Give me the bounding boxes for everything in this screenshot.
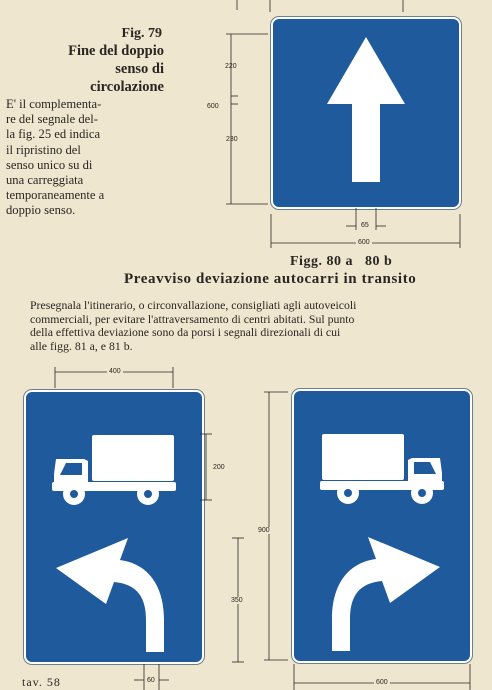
fig79-desc-line: una carreggiata	[6, 173, 84, 188]
fig80-desc-line: commerciali, per evitare l'attraversamento di centri abitati. Sul punto	[30, 311, 355, 326]
dim-label: 220	[225, 63, 237, 70]
fig79-desc-line: temporaneamente a	[6, 188, 105, 203]
fig79-desc-line: E' il complementa-	[6, 97, 102, 111]
plate-number: tav. 58	[22, 675, 61, 689]
dim-label: 200	[213, 464, 225, 471]
fig79-desc-line: la fig. 25 ed indica	[6, 127, 101, 142]
fig79-number: Fig. 79	[121, 26, 162, 41]
dim-label: 600	[358, 239, 370, 246]
dim-label: 600	[207, 103, 219, 110]
fig79-title-line: circolazione	[90, 79, 164, 95]
fig79-title-line: Fine del doppio	[68, 43, 164, 59]
dim-label: 400	[109, 368, 121, 375]
dim-label: 230	[226, 136, 238, 143]
dim-label: 60	[147, 677, 155, 684]
fig79-title-line: senso di	[115, 61, 164, 77]
fig80-caption: Figg. 80 a 80 b	[290, 254, 393, 269]
fig79-desc-line: doppio senso.	[6, 203, 76, 218]
fig79-desc-line: re del segnale del-	[6, 112, 98, 127]
fig79-desc-line: senso unico su di	[6, 157, 93, 172]
fig80-desc-line: alle figg. 81 a, e 81 b.	[30, 339, 133, 354]
dim-label: 900	[258, 527, 270, 534]
fig80-title: Preavviso deviazione autocarri in transito	[124, 271, 417, 287]
fig80-desc-line: Presegnala l'itinerario, o circonvallazione, consigliati agli autoveicoli	[30, 298, 357, 312]
dim-label: 65	[361, 222, 369, 229]
fig79-desc-line: il ripristino del	[6, 142, 81, 157]
dim-label: 600	[376, 679, 388, 686]
dim-label: 350	[231, 597, 243, 604]
fig80-desc-line: della effettiva deviazione sono da porsi i segnali direzionali di cui	[30, 325, 341, 340]
